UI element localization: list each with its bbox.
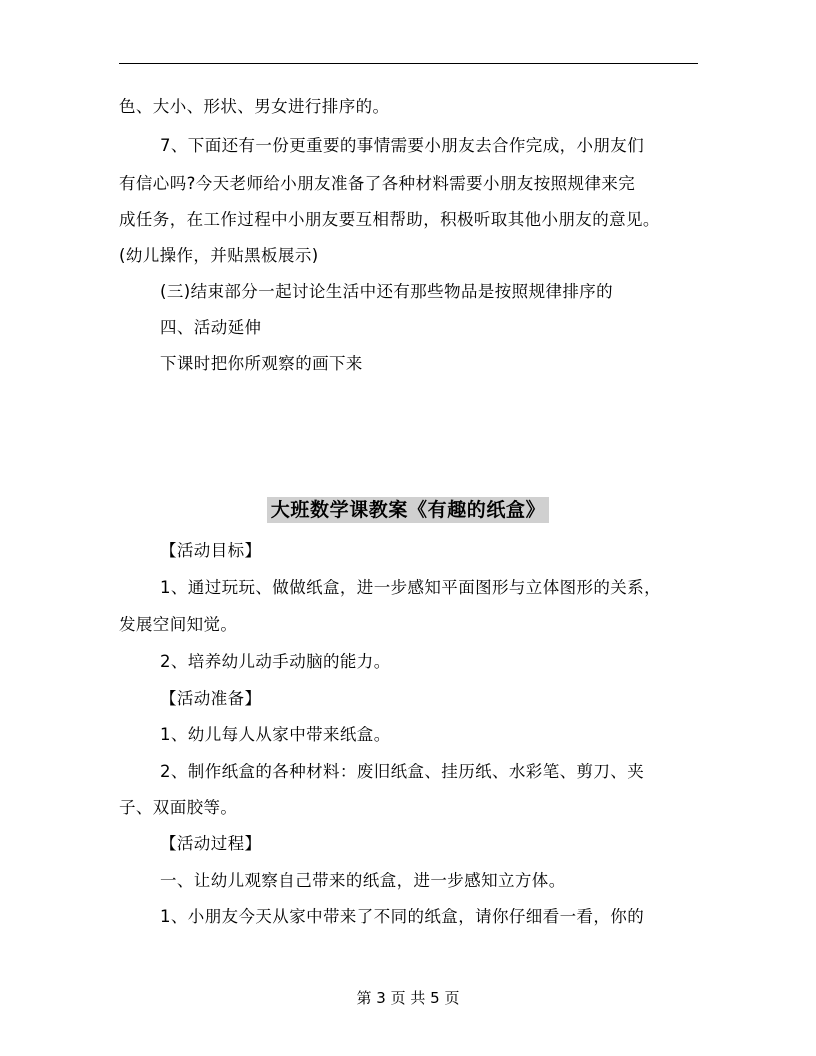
header-rule bbox=[119, 63, 698, 64]
body-line: 一、让幼儿观察自己带来的纸盒，进一步感知立方体。 bbox=[160, 871, 566, 890]
body-line: 2、培养幼儿动手动脑的能力。 bbox=[160, 652, 391, 671]
body-line: 有信心吗?今天老师给小朋友准备了各种材料需要小朋友按照规律来完 bbox=[119, 174, 636, 193]
body-line: 1、小朋友今天从家中带来了不同的纸盒，请你仔细看一看，你的 bbox=[160, 907, 645, 926]
body-line: 【活动目标】 bbox=[160, 541, 262, 560]
body-line: 7、下面还有一份更重要的事情需要小朋友去合作完成，小朋友们 bbox=[160, 136, 645, 155]
body-line: 【活动过程】 bbox=[160, 834, 262, 853]
section-title: 大班数学课教案《有趣的纸盒》 bbox=[267, 497, 549, 523]
body-line: 2、制作纸盒的各种材料：废旧纸盒、挂历纸、水彩笔、剪刀、夹 bbox=[160, 762, 645, 781]
body-line: 成任务，在工作过程中小朋友要互相帮助，积极听取其他小朋友的意见。 bbox=[119, 210, 660, 229]
body-line: 四、活动延伸 bbox=[160, 318, 262, 337]
body-line: (三)结束部分一起讨论生活中还有那些物品是按照规律排序的 bbox=[160, 282, 614, 301]
body-line: 【活动准备】 bbox=[160, 689, 262, 708]
body-line: (幼儿操作，并贴黑板展示) bbox=[119, 246, 319, 265]
page-footer: 第 3 页 共 5 页 bbox=[356, 989, 460, 1007]
body-line: 色、大小、形状、男女进行排序的。 bbox=[119, 97, 390, 116]
body-line: 子、双面胶等。 bbox=[119, 798, 238, 817]
body-line: 下课时把你所观察的画下来 bbox=[160, 354, 363, 373]
body-line: 1、通过玩玩、做做纸盒，进一步感知平面图形与立体图形的关系， bbox=[160, 578, 661, 597]
body-line: 1、幼儿每人从家中带来纸盒。 bbox=[160, 725, 391, 744]
body-line: 发展空间知觉。 bbox=[119, 615, 238, 634]
